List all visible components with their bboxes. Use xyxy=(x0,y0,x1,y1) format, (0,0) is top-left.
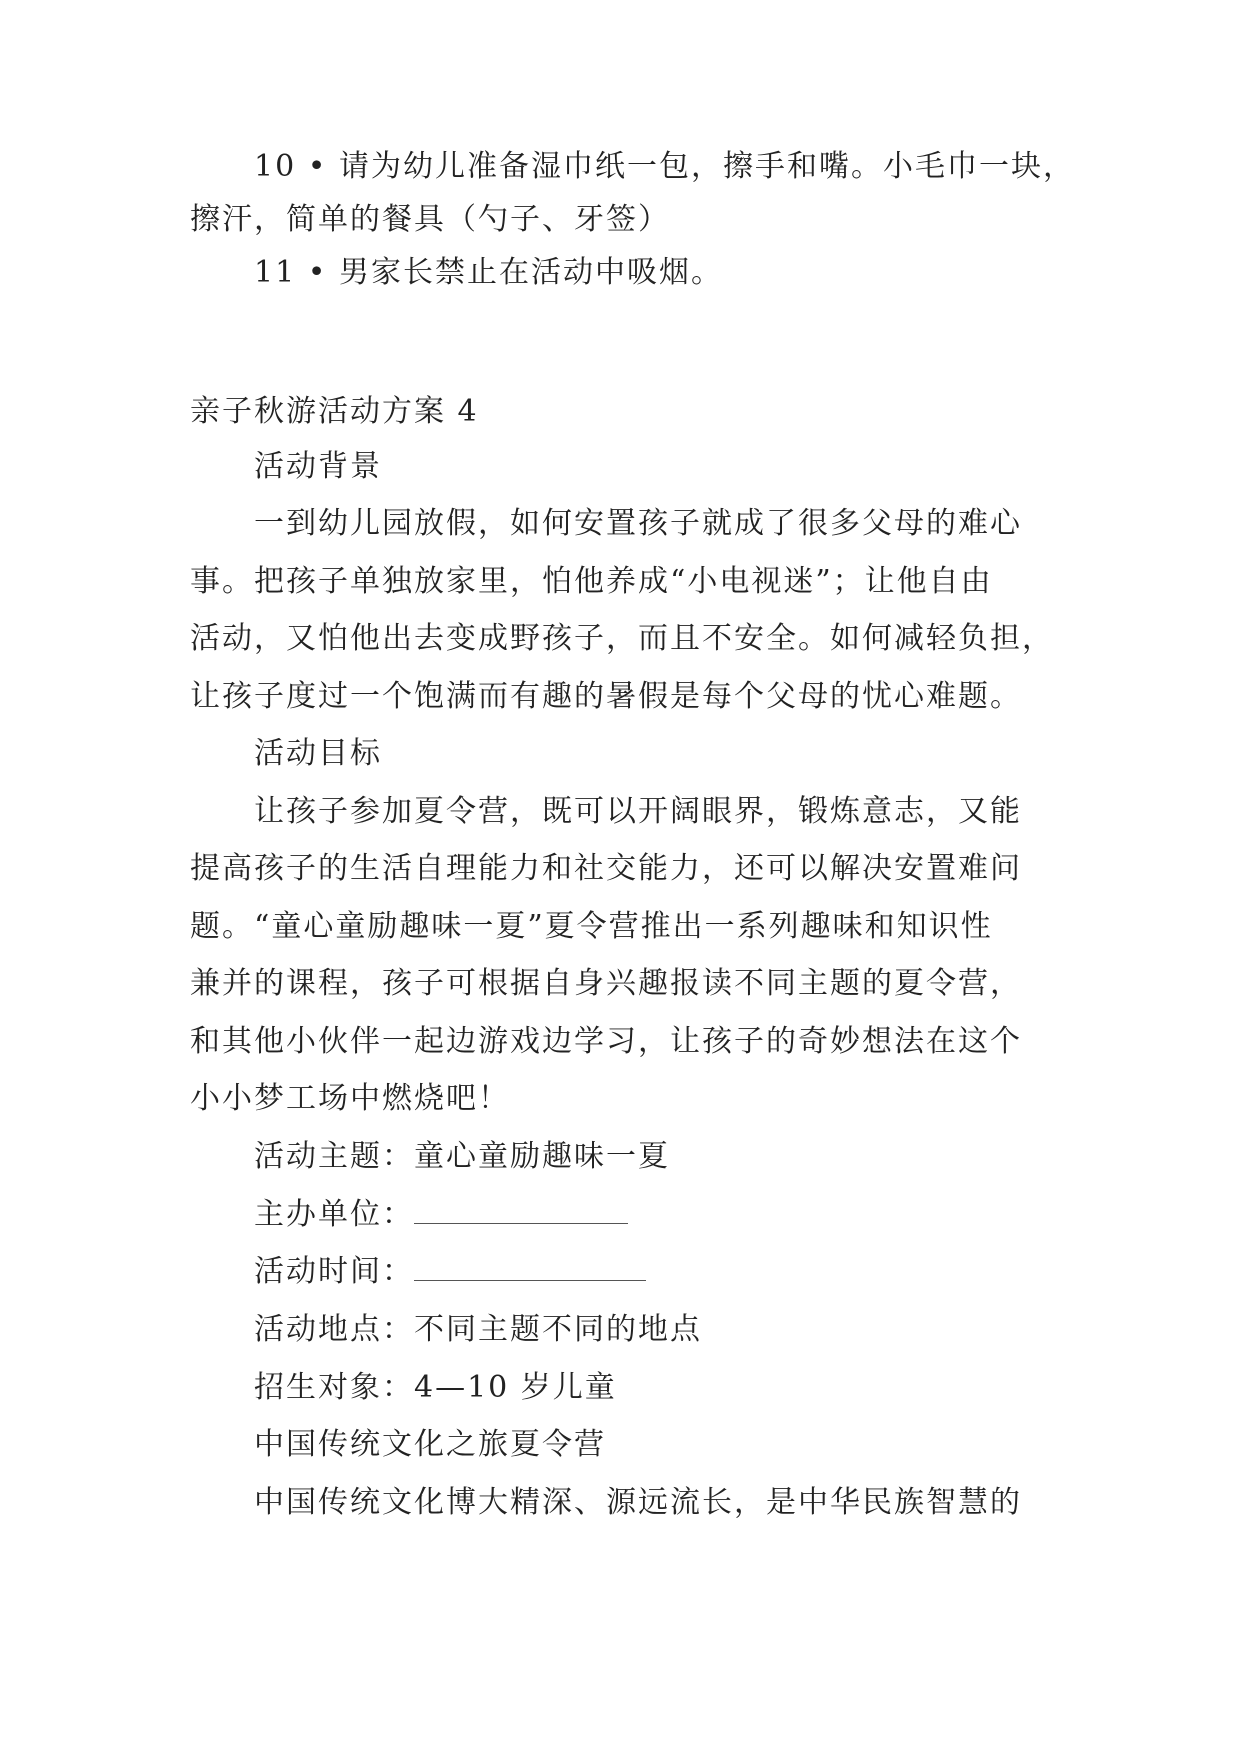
text-line: 和其他小伙伴一起边游戏边学习，让孩子的奇妙想法在这个 xyxy=(190,1024,1022,1059)
text-line: 活动地点：不同主题不同的地点 xyxy=(254,1312,702,1347)
time-blank xyxy=(414,1252,646,1281)
time-line xyxy=(254,1252,646,1292)
text-line: 小小梦工场中燃烧吧！ xyxy=(190,1081,510,1116)
text-line: 活动，又怕他出去变成野孩子，而且不安全。如何减轻负担， xyxy=(190,621,1054,656)
organizer-line xyxy=(254,1195,628,1235)
subheading: 中国传统文化之旅夏令营 xyxy=(254,1427,606,1462)
text-line: 事。把孩子单独放家里，怕他养成“小电视迷”；让他自由 xyxy=(190,564,993,599)
text-line: 10 • 请为幼儿准备湿巾纸一包，擦手和嘴。小毛巾一块， xyxy=(254,149,1075,184)
text-line: 中国传统文化博大精深、源远流长，是中华民族智慧的 xyxy=(254,1485,1022,1520)
text-line: 活动主题：童心童励趣味一夏 xyxy=(254,1139,670,1174)
text-line: 让孩子参加夏令营，既可以开阔眼界，锻炼意志，又能 xyxy=(254,794,1022,829)
subheading: 活动目标 xyxy=(254,736,382,771)
text-line: 11 • 男家长禁止在活动中吸烟。 xyxy=(254,255,723,290)
organizer-label: 主办单位： xyxy=(254,1197,414,1232)
organizer-blank xyxy=(414,1195,628,1224)
text-line: 一到幼儿园放假，如何安置孩子就成了很多父母的难心 xyxy=(254,506,1022,541)
text-line: 提高孩子的生活自理能力和社交能力，还可以解决安置难问 xyxy=(190,851,1022,886)
text-line: 兼并的课程，孩子可根据自身兴趣报读不同主题的夏令营， xyxy=(190,966,1022,1001)
section-heading: 亲子秋游活动方案 4 xyxy=(190,394,479,429)
text-line: 题。“童心童励趣味一夏”夏令营推出一系列趣味和知识性 xyxy=(190,909,993,944)
text-line: 让孩子度过一个饱满而有趣的暑假是每个父母的忧心难题。 xyxy=(190,679,1022,714)
time-label: 活动时间： xyxy=(254,1254,414,1289)
text-line: 招生对象：4—10 岁儿童 xyxy=(254,1370,617,1405)
subheading: 活动背景 xyxy=(254,449,382,484)
text-line: 擦汗，简单的餐具（勺子、牙签） xyxy=(190,202,670,237)
